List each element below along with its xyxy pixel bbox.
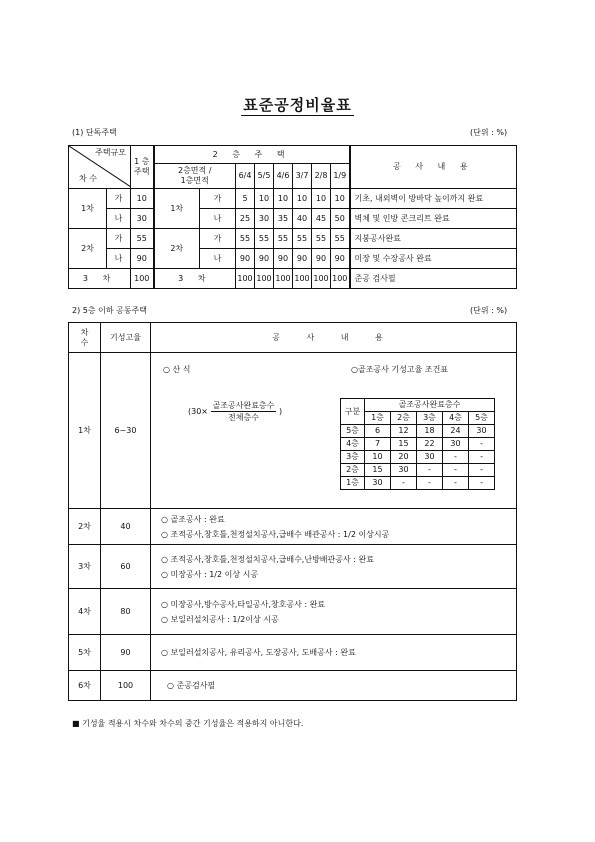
value-cell: 55 — [312, 229, 331, 249]
ratio-col: 2/8 — [312, 164, 331, 189]
rate-cell: 100 — [101, 671, 151, 701]
value-cell: 45 — [312, 209, 331, 229]
single-value: 100 — [131, 269, 154, 289]
single-value: 10 — [131, 189, 154, 209]
value-cell: - — [469, 477, 495, 490]
value-cell: 10 — [331, 189, 350, 209]
single-value: 30 — [131, 209, 154, 229]
value-cell: - — [469, 451, 495, 464]
value-cell: 5 — [236, 189, 255, 209]
value-cell: 90 — [331, 249, 350, 269]
table-row — [69, 249, 517, 269]
stage-cell: 5차 — [69, 635, 101, 671]
value-cell: 30 — [443, 438, 469, 451]
value-cell: 100 — [331, 269, 350, 289]
formula-numerator: 골조공사완료층수 — [212, 401, 275, 410]
work-line: ○ 미장공사 : 1/2 이상 시공 — [161, 569, 259, 579]
value-cell: 40 — [293, 209, 312, 229]
section2-unit: (단위 : %) — [470, 306, 508, 315]
value-cell: - — [469, 438, 495, 451]
rate-formula — [188, 400, 282, 423]
ratio-col: 4/6 — [274, 164, 293, 189]
ratio-header: 2층면적 / 1층면적 — [154, 164, 236, 189]
stage-cell: 3 차 — [69, 269, 131, 289]
work-cell — [151, 589, 517, 635]
work-line: ○ 골조공사 : 완료 — [161, 514, 225, 524]
value-cell: - — [417, 464, 443, 477]
table-row — [69, 509, 517, 545]
sub-cell: 가 — [107, 229, 131, 249]
rate-cell: 90 — [101, 635, 151, 671]
value-cell: 10 — [312, 189, 331, 209]
table-row — [341, 464, 495, 477]
page-title: 표준공정비율표 — [243, 96, 352, 114]
value-cell: 10 — [365, 451, 391, 464]
rate-cell: 40 — [101, 509, 151, 545]
value-cell: 100 — [293, 269, 312, 289]
work-cell: 벽체 및 인방 콘크리트 완료 — [350, 209, 517, 229]
section2-heading: 2) 5층 이하 공동주택 — [72, 306, 148, 315]
value-cell: 6 — [365, 425, 391, 438]
table-row — [341, 451, 495, 464]
table-row — [341, 477, 495, 490]
table-row — [69, 589, 517, 635]
corner-header — [69, 146, 131, 189]
value-cell: 55 — [255, 229, 274, 249]
work-cell: 지붕공사완료 — [350, 229, 517, 249]
value-cell: 30 — [417, 451, 443, 464]
row-label: 5층 — [341, 425, 365, 438]
value-cell: 10 — [274, 189, 293, 209]
detached-house-table — [68, 145, 517, 289]
rate-cell: 80 — [101, 589, 151, 635]
stage-cell: 2차 — [69, 509, 101, 545]
stage-cell: 2차 — [154, 229, 200, 269]
value-cell: 25 — [236, 209, 255, 229]
value-cell: - — [443, 477, 469, 490]
sub-cell: 가 — [200, 189, 236, 209]
section1-heading: (1) 단독주택 — [72, 128, 117, 137]
ratio-col: 5/5 — [255, 164, 274, 189]
stage-cell: 6차 — [69, 671, 101, 701]
stage-cell: 1차 — [69, 189, 107, 229]
single-value: 55 — [131, 229, 154, 249]
corner-bottom-label: 차 수 — [79, 174, 97, 183]
work-line: ○ 준공검사필 — [167, 681, 216, 690]
rate-cell: 6~30 — [101, 353, 151, 509]
value-cell: 50 — [331, 209, 350, 229]
table-row — [69, 269, 517, 289]
work-header: 공 사 내 용 — [350, 146, 517, 189]
stage-cell: 3 차 — [154, 269, 236, 289]
value-cell: 20 — [391, 451, 417, 464]
value-cell: - — [391, 477, 417, 490]
work-cell: 기초, 내외벽이 방바닥 높이까지 완료 — [350, 189, 517, 209]
floor-header: 4층 — [443, 412, 469, 425]
value-cell: 55 — [293, 229, 312, 249]
table-row — [69, 189, 517, 209]
value-cell: 100 — [274, 269, 293, 289]
single-story-header: 1 층 주택 — [131, 146, 154, 189]
work-header: 공 사 내 용 — [151, 323, 517, 353]
stage-cell: 4차 — [69, 589, 101, 635]
value-cell: 55 — [236, 229, 255, 249]
value-cell: 90 — [274, 249, 293, 269]
floor-header: 5층 — [469, 412, 495, 425]
formula-suffix: ) — [278, 407, 283, 416]
table-row — [69, 671, 517, 701]
sub-cell: 나 — [200, 209, 236, 229]
value-cell: 18 — [417, 425, 443, 438]
done-header: 골조공사완료층수 — [365, 399, 495, 412]
rate-header: 기성고율 — [101, 323, 151, 353]
floor-header: 2층 — [391, 412, 417, 425]
footnote: ■ 기성율 적용시 차수와 차수의 중간 기성율은 적용하지 아니한다. — [72, 719, 304, 728]
value-cell: 35 — [274, 209, 293, 229]
work-line: ○ 보일러설치공사 : 1/2이상 시공 — [161, 614, 279, 624]
value-cell: 24 — [443, 425, 469, 438]
formula-prefix: (30× — [188, 407, 209, 416]
table-row — [69, 209, 517, 229]
div-header: 구분 — [341, 399, 365, 425]
value-cell: 55 — [331, 229, 350, 249]
value-cell: - — [443, 464, 469, 477]
work-cell: 미장 및 수장공사 완료 — [350, 249, 517, 269]
stage-cell: 1차 — [69, 353, 101, 509]
work-line: ○ 조적공사,창호틀,천정설치공사,급배수 배관공사 : 1/2 이상시공 — [161, 529, 390, 539]
two-story-header: 2 층 주 택 — [154, 146, 350, 164]
value-cell: - — [443, 451, 469, 464]
rate-cell: 60 — [101, 545, 151, 589]
value-cell: 55 — [274, 229, 293, 249]
value-cell: 100 — [255, 269, 274, 289]
calc-label: ○ 산 식 — [163, 365, 191, 374]
stage-header: 차 수 — [69, 323, 101, 353]
single-value: 90 — [131, 249, 154, 269]
sub-cell: 가 — [200, 229, 236, 249]
table-row — [341, 438, 495, 451]
work-cell — [151, 545, 517, 589]
stage-cell: 3차 — [69, 545, 101, 589]
value-cell: 100 — [236, 269, 255, 289]
sub-cell: 나 — [107, 249, 131, 269]
floor-header: 1층 — [365, 412, 391, 425]
row-label: 2층 — [341, 464, 365, 477]
table-row — [69, 545, 517, 589]
work-cell — [151, 671, 517, 701]
value-cell: 10 — [255, 189, 274, 209]
value-cell: 30 — [255, 209, 274, 229]
work-cell — [151, 509, 517, 545]
table-row — [69, 229, 517, 249]
formula-denominator: 전체층수 — [228, 413, 259, 422]
value-cell: 30 — [365, 477, 391, 490]
sub-cell: 나 — [200, 249, 236, 269]
work-line: ○ 미장공사,방수공사,타일공사,창호공사 : 완료 — [161, 599, 326, 609]
value-cell: - — [469, 464, 495, 477]
value-cell: - — [417, 477, 443, 490]
value-cell: 7 — [365, 438, 391, 451]
corner-top-label: 주택규모 — [95, 148, 126, 157]
ratio-col: 1/9 — [331, 164, 350, 189]
stage-cell: 2차 — [69, 229, 107, 269]
work-cell: 준공 검사필 — [350, 269, 517, 289]
value-cell: 90 — [236, 249, 255, 269]
work-line: ○ 조적공사,창호틀,천정설치공사,급배수,난방배관공사 : 완료 — [161, 554, 374, 564]
work-cell — [151, 635, 517, 671]
value-cell: 90 — [293, 249, 312, 269]
ratio-col: 3/7 — [293, 164, 312, 189]
frame-label: ○골조공사 기성고율 조건표 — [351, 365, 449, 374]
row-label: 3층 — [341, 451, 365, 464]
stage-cell: 1차 — [154, 189, 200, 229]
table-row — [69, 635, 517, 671]
value-cell: 100 — [312, 269, 331, 289]
value-cell: 15 — [365, 464, 391, 477]
value-cell: 90 — [255, 249, 274, 269]
row-label: 4층 — [341, 438, 365, 451]
value-cell: 12 — [391, 425, 417, 438]
formula-fraction — [211, 400, 277, 423]
row-label: 1층 — [341, 477, 365, 490]
floor-header: 3층 — [417, 412, 443, 425]
sub-cell: 가 — [107, 189, 131, 209]
value-cell: 15 — [391, 438, 417, 451]
apartment-table — [68, 322, 517, 701]
sub-cell: 나 — [107, 209, 131, 229]
value-cell: 30 — [391, 464, 417, 477]
work-line: ○ 보일러설치공사, 유리공사, 도장공사, 도배공사 : 완료 — [161, 648, 356, 657]
section1-unit: (단위 : %) — [470, 128, 508, 137]
frame-rate-table — [340, 398, 495, 490]
value-cell: 22 — [417, 438, 443, 451]
ratio-col: 6/4 — [236, 164, 255, 189]
value-cell: 30 — [469, 425, 495, 438]
table-row — [341, 425, 495, 438]
value-cell: 90 — [312, 249, 331, 269]
value-cell: 10 — [293, 189, 312, 209]
